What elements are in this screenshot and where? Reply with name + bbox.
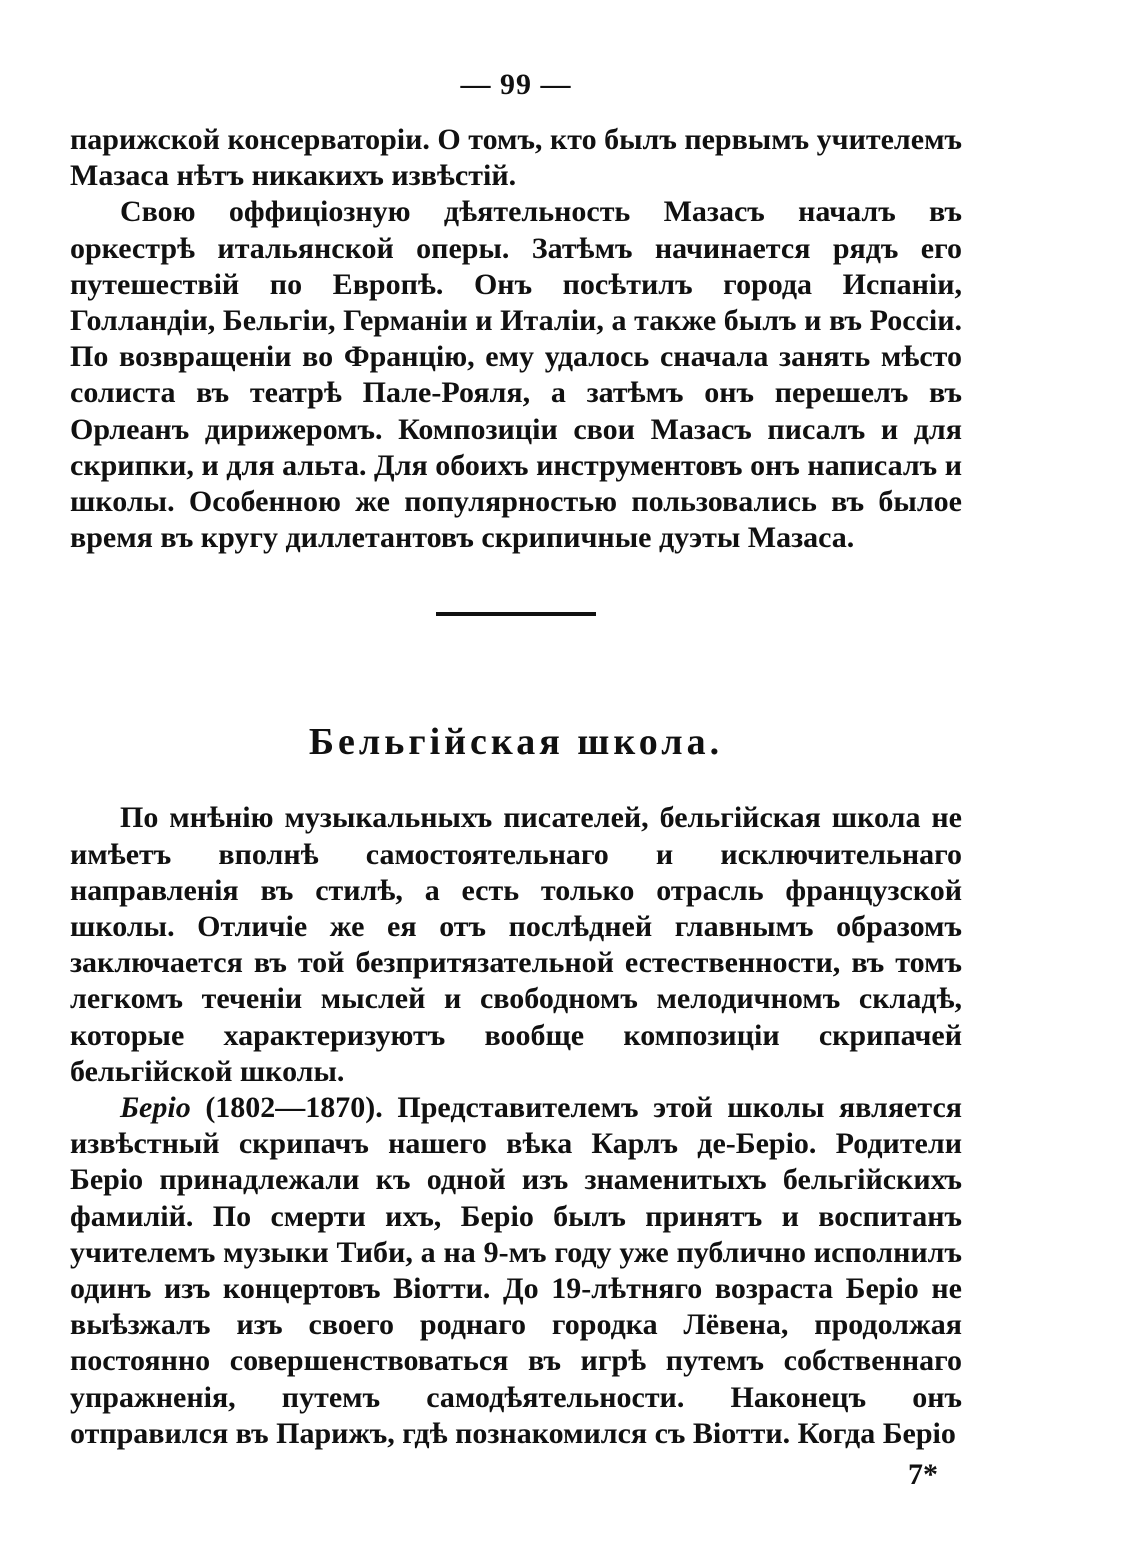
berio-dates: (1802—1870). [205,1091,383,1125]
signature-mark: 7* [908,1458,938,1492]
section-divider [436,612,596,616]
paragraph-berio [70,1090,962,1452]
paragraph-continuation: парижской консерваторіи. О томъ, кто былъ первымъ учителемъ Мазаса нѣтъ никакихъ извѣстій. [70,123,962,193]
page-number: — 99 — [460,68,572,101]
paragraph-mazas-career: Свою оффиціозную дѣятельность Мазасъ началъ въ оркестрѣ итальянской оперы. Затѣмъ начинается рядъ его путешествій по Европѣ. Онъ посѣтилъ города Испаніи, Голландіи, Бельгіи, Германіи и Италіи, а также былъ и въ Россіи. По возвращеніи во Францію, ему удалось сначала занять мѣсто солиста въ театрѣ Пале-Рояля, а затѣмъ онъ перешелъ въ Орлеанъ дирижеромъ. Композиціи свои Мазасъ писалъ и для скрипки, и для альта. Для обоихъ инструментовъ онъ написалъ и школы. Особенною же популярностью пользовались въ былое время въ кругу диллетантовъ скрипичные дуэты Мазаса. [70,195,962,555]
paragraph-belgian-school: По мнѣнію музыкальныхъ писателей, бельгійская школа не имѣетъ вполнѣ самостоятельнаго и исключительнаго направленія въ стилѣ, а есть только отрасль французской школы. Отличіе же ея отъ послѣдней главнымъ образомъ заключается въ той безпритязательной естественности, въ томъ легкомъ теченіи мыслей и свободномъ мелодичномъ складѣ, которые характеризуютъ вообще композиціи скрипачей бельгійской школы. [70,801,962,1088]
berio-name: Беріо [120,1091,191,1125]
section-title: Бельгійская школа. [308,721,724,764]
book-page [70,60,962,1492]
berio-text: Представителемъ этой школы является извѣстный скрипачъ нашего вѣка Карлъ де-Беріо. Родители Беріо принадлежали къ одной изъ знаменитыхъ бельгійскихъ фамилій. По смерти ихъ, Беріо былъ принятъ и воспитанъ учителемъ музыки Тиби, а на 9-мъ году уже публично исполнилъ одинъ изъ концертовъ Віотти. До 19-лѣтняго возраста Беріо не выѣзжалъ изъ своего роднаго городка Лёвена, продолжая постоянно совершенствоваться въ игрѣ путемъ собственнаго упражненія, путемъ самодѣятельности. Наконецъ онъ отправился въ Парижъ, гдѣ познакомился съ Віотти. Когда Беріо [70,1091,963,1450]
